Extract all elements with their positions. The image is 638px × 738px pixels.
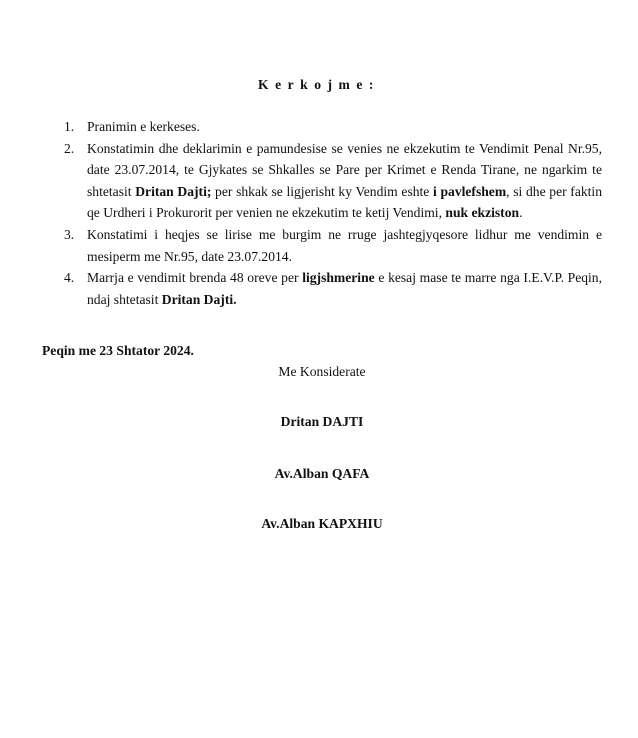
- request-text: [87, 227, 602, 264]
- signatory-name: Av.Alban QAFA: [274, 466, 370, 481]
- request-text-bold: Dritan Dajti;: [135, 183, 212, 199]
- request-item: [62, 224, 602, 267]
- request-text: [87, 270, 602, 307]
- request-number: 3.: [64, 226, 75, 242]
- request-number: 1.: [64, 119, 75, 134]
- request-text-segment: Pranimin e kerkeses.: [87, 119, 200, 134]
- request-item: [62, 116, 602, 138]
- request-text-bold: nuk ekziston: [445, 205, 520, 221]
- request-number: 2.: [64, 140, 75, 156]
- signatory-name: Av.Alban KAPXHIU: [261, 516, 383, 531]
- request-item: [62, 138, 602, 224]
- request-text-segment: e kesaj mase te marre nga I.E.V.P. Peqin, ndaj shtetasit: [87, 270, 602, 307]
- request-item: [62, 267, 602, 310]
- request-text: [87, 119, 200, 134]
- request-text-segment: Konstatimin dhe deklarimin e pamundesise se venies ne ekzekutim te Vendimit Penal Nr.95, date 23.07.2014, te Gjykates se Shkalles se Pare per Krimet e Renda Tirane, ne ngarkim te shtetasit: [87, 140, 602, 199]
- request-text-segment: .: [519, 205, 523, 221]
- request-text-bold: Dritan Dajti.: [161, 291, 237, 307]
- closing-salutation: Me Konsiderate: [278, 364, 366, 379]
- request-text-segment: Konstatimi i heqjes se lirise me burgim ne rruge jashtegjyqesore lidhur me vendimin e mesiperm me Nr.95, date 23.07.2014.: [87, 226, 602, 264]
- request-text: [87, 141, 602, 221]
- request-text-segment: , si dhe per faktin qe Urdheri i Prokurorit per venien ne ekzekutim te ketij Vendimi,: [87, 183, 602, 221]
- request-text-bold: i pavlefshem: [433, 183, 507, 199]
- requests-list: [62, 116, 602, 310]
- request-number: 4.: [64, 270, 75, 286]
- request-text-segment: per shkak se ligjerisht ky Vendim eshte: [211, 183, 434, 199]
- request-text-segment: Marrja e vendimit brenda 48 oreve per: [87, 270, 303, 286]
- place-and-date: Peqin me 23 Shtator 2024.: [42, 343, 194, 358]
- document-heading: Kerkojme:: [258, 77, 380, 92]
- request-text-bold: ligjshmerine: [302, 270, 375, 286]
- signatory-name: Dritan DAJTI: [280, 414, 364, 429]
